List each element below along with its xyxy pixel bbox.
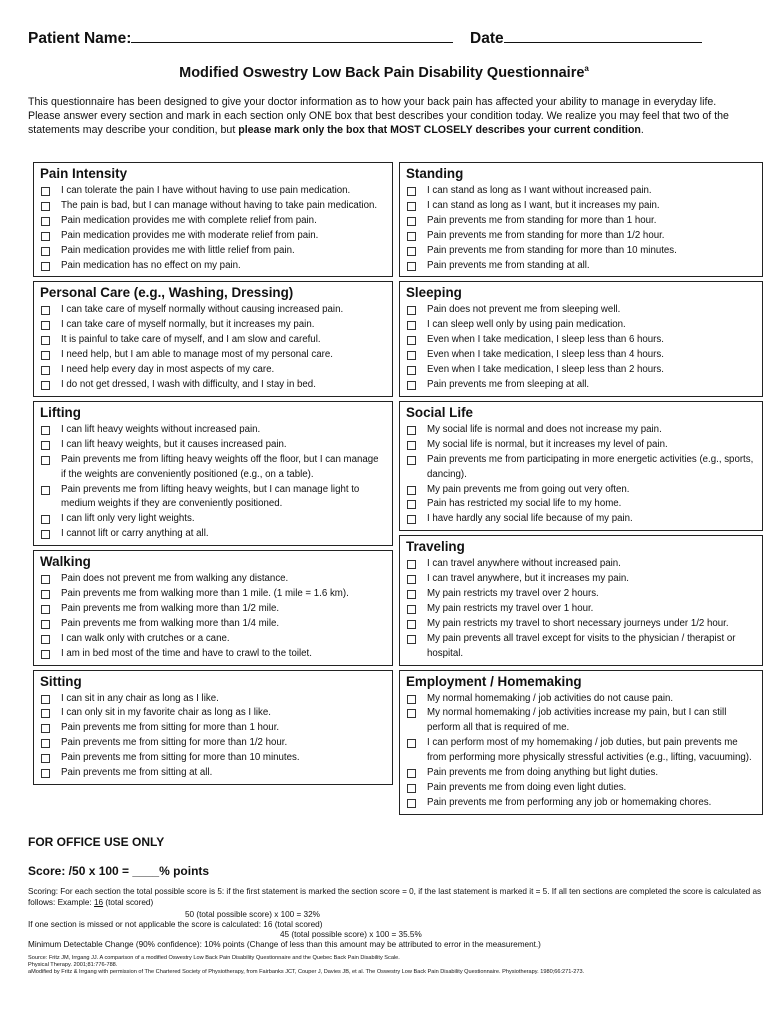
option-label: My pain restricts my travel over 2 hours.: [427, 588, 599, 600]
option-checkbox[interactable]: [407, 695, 416, 704]
option-row: [40, 333, 386, 348]
option-checkbox[interactable]: [41, 381, 50, 390]
option-checkbox[interactable]: [41, 709, 50, 718]
option-label: I can stand as long as I want without increased pain.: [427, 185, 652, 196]
option-checkbox[interactable]: [407, 202, 416, 211]
section-traveling: [399, 535, 763, 665]
option-label: I need help, but I am able to manage most of my personal care.: [61, 349, 333, 361]
option-row: [406, 303, 756, 318]
option-label: Pain prevents me from sitting for more than 1 hour.: [61, 722, 280, 734]
option-row: [406, 214, 756, 229]
option-label: I need help every day in most aspects of my care.: [61, 364, 275, 376]
section-personal-care-e-g-washing-dressing: [33, 281, 393, 396]
option-label: I am in bed most of the time and have to crawl to the toilet.: [61, 647, 312, 659]
option-label: Pain prevents me from participating in more energetic activities (e.g., sports, dancing).: [427, 453, 754, 480]
section-sitting: [33, 670, 393, 785]
score-line: Score: /50 x 100 = ____% points: [28, 864, 210, 878]
option-checkbox[interactable]: [41, 486, 50, 495]
option-label: Pain prevents me from lifting heavy weights, but I can manage light to medium weights if they are conveniently positioned.: [61, 483, 360, 510]
option-label: Pain medication provides me with moderate relief from pain.: [61, 229, 319, 241]
option-row: [406, 497, 756, 512]
option-checkbox[interactable]: [407, 321, 416, 330]
option-label: I have hardly any social life because of my pain.: [427, 513, 633, 525]
option-checkbox[interactable]: [407, 560, 416, 569]
option-row: [40, 184, 386, 199]
section-title: Social Life: [406, 404, 473, 420]
option-checkbox[interactable]: [407, 635, 416, 644]
option-row: [406, 706, 756, 736]
option-label: My normal homemaking / job activities do not cause pain.: [427, 692, 674, 704]
option-label: It is painful to take care of myself, and I am slow and careful.: [61, 334, 321, 346]
option-label: I can stand as long as I want, but it increases my pain.: [427, 199, 660, 211]
option-label: Even when I take medication, I sleep less than 2 hours.: [427, 364, 664, 376]
option-checkbox[interactable]: [407, 366, 416, 375]
option-label: Pain prevents me from lifting heavy weights off the floor, but I can manage if the weights are conveniently positioned (e.g., on a table).: [61, 453, 379, 480]
option-row: [40, 378, 386, 393]
option-row: [40, 527, 386, 542]
option-checkbox[interactable]: [41, 232, 50, 241]
option-checkbox[interactable]: [41, 724, 50, 733]
option-label: I can only sit in my favorite chair as long as I like.: [61, 707, 271, 719]
option-row: [40, 438, 386, 453]
option-label: My pain prevents all travel except for visits to the physician / therapist or hospital.: [427, 632, 736, 659]
option-row: [40, 318, 386, 333]
option-row: [40, 632, 386, 647]
section-social-life: [399, 401, 763, 531]
option-checkbox[interactable]: [41, 650, 50, 659]
option-label: Pain prevents me from standing for more than 1/2 hour.: [427, 229, 665, 241]
option-row: [406, 692, 756, 707]
option-label: Pain medication provides me with little relief from pain.: [61, 244, 295, 256]
minimum-detectable-change: Minimum Detectable Change (90% confidence): 10% points (Change of less than this amount may be attributed to error in the measurement.): [28, 940, 541, 949]
option-checkbox[interactable]: [407, 575, 416, 584]
option-label: Pain prevents me from standing for more than 1 hour.: [427, 214, 657, 226]
option-row: [40, 692, 386, 707]
option-checkbox[interactable]: [407, 739, 416, 748]
section-employment-homemaking: [399, 670, 763, 815]
option-row: [406, 363, 756, 378]
option-checkbox[interactable]: [41, 575, 50, 584]
section-title: Standing: [406, 166, 464, 181]
section-title: Sleeping: [406, 285, 462, 301]
option-label: I can travel anywhere without increased pain.: [427, 558, 621, 570]
option-checkbox[interactable]: [41, 456, 50, 465]
option-checkbox[interactable]: [41, 754, 50, 763]
option-row: [406, 766, 756, 781]
option-label: I can walk only with crutches or a cane.: [61, 632, 230, 644]
option-label: I can sleep well only by using pain medication.: [427, 319, 626, 331]
option-row: [40, 348, 386, 363]
option-row: [406, 348, 756, 363]
option-row: [406, 229, 756, 244]
option-label: Pain prevents me from sitting for more than 10 minutes.: [61, 752, 300, 764]
option-row: [40, 423, 386, 438]
option-row: [40, 766, 386, 781]
option-row: [406, 617, 756, 632]
option-row: [406, 423, 756, 438]
option-row: [40, 602, 386, 617]
option-label: Pain prevents me from sleeping at all.: [427, 378, 590, 390]
option-checkbox[interactable]: [407, 426, 416, 435]
option-row: [40, 453, 386, 483]
option-checkbox[interactable]: [407, 351, 416, 360]
option-row: [40, 229, 386, 244]
section-title: Pain Intensity: [40, 166, 128, 181]
option-checkbox[interactable]: [407, 769, 416, 778]
option-label: I can take care of myself normally without causing increased pain.: [61, 304, 344, 316]
option-row: [406, 781, 756, 796]
option-row: [406, 438, 756, 453]
option-row: [406, 184, 756, 199]
option-row: [40, 363, 386, 378]
option-row: [40, 572, 386, 587]
option-checkbox[interactable]: [407, 709, 416, 718]
option-label: My pain prevents me from going out very often.: [427, 483, 630, 495]
option-checkbox[interactable]: [41, 590, 50, 599]
option-label: I can take care of myself normally, but it increases my pain.: [61, 319, 315, 331]
option-checkbox[interactable]: [407, 232, 416, 241]
option-label: My social life is normal, but it increases my level of pain.: [427, 438, 668, 450]
option-label: Even when I take medication, I sleep less than 6 hours.: [427, 334, 664, 346]
option-label: I can tolerate the pain I have without having to use pain medication.: [61, 185, 351, 196]
option-checkbox[interactable]: [41, 247, 50, 256]
option-label: I can lift heavy weights without increased pain.: [61, 423, 261, 435]
option-label: Pain does not prevent me from sleeping well.: [427, 304, 621, 316]
option-label: Even when I take medication, I sleep less than 4 hours.: [427, 349, 664, 361]
date-label: Date: [470, 30, 504, 47]
option-row: [40, 751, 386, 766]
option-label: My normal homemaking / job activities increase my pain, but I can still perform all that is required of me.: [427, 707, 727, 734]
option-checkbox[interactable]: [407, 247, 416, 256]
section-title: Employment / Homemaking: [406, 673, 582, 689]
option-label: Pain prevents me from standing at all.: [427, 259, 590, 271]
option-label: I do not get dressed, I wash with difficulty, and I stay in bed.: [61, 378, 316, 390]
option-row: [406, 378, 756, 393]
option-row: [40, 647, 386, 662]
option-row: [40, 214, 386, 229]
option-label: Pain prevents me from walking more than 1/2 mile.: [61, 602, 280, 614]
left-column: [33, 162, 393, 789]
option-checkbox[interactable]: [407, 590, 416, 599]
option-checkbox[interactable]: [407, 456, 416, 465]
page-title: Modified Oswestry Low Back Pain Disability Questionnaire$^a$: [179, 64, 589, 81]
option-label: My pain restricts my travel to short necessary journeys under 1/2 hour.: [427, 617, 729, 629]
option-label: Pain prevents me from walking more than 1/4 mile.: [61, 617, 280, 629]
option-row: [406, 318, 756, 333]
option-row: [406, 587, 756, 602]
option-label: Pain prevents me from doing even light duties.: [427, 782, 627, 793]
option-checkbox[interactable]: [41, 530, 50, 539]
option-checkbox[interactable]: [41, 306, 50, 315]
option-row: [406, 333, 756, 348]
option-row: [406, 259, 756, 274]
option-row: [406, 244, 756, 259]
option-checkbox[interactable]: [41, 187, 50, 196]
option-label: Pain prevents me from standing for more than 10 minutes.: [427, 244, 677, 256]
option-label: Pain prevents me from performing any job or homemaking chores.: [427, 796, 712, 808]
option-checkbox[interactable]: [41, 441, 50, 450]
office-use-heading: FOR OFFICE USE ONLY: [28, 835, 165, 849]
option-checkbox[interactable]: [407, 784, 416, 793]
date-field[interactable]: [504, 28, 702, 43]
patient-header: [28, 28, 728, 48]
option-row: [406, 602, 756, 617]
option-label: I can sit in any chair as long as I like.: [61, 692, 219, 704]
option-row: [40, 259, 386, 274]
option-checkbox[interactable]: [41, 739, 50, 748]
option-label: My pain restricts my travel over 1 hour.: [427, 602, 594, 614]
option-label: I can lift only very light weights.: [61, 513, 195, 525]
option-row: [40, 736, 386, 751]
option-label: The pain is bad, but I can manage without having to take pain medication.: [61, 199, 378, 211]
option-row: [406, 557, 756, 572]
option-checkbox[interactable]: [407, 336, 416, 345]
option-row: [406, 199, 756, 214]
source-citation: Source: Fritz JM, Irrgang JJ. A comparison of a modified Oswestry Low Back Pain Disability Questionnaire and the Quebec Back Pain Disability Scale. Physical Therapy. 2001;81:776-788. aModified by Fritz & Irrgang with permission of The Chartered Society of Physiotherapy, from Fairbanks JCT, Couper J, Davies JB, et al. The Oswestry Low Back Pain Disability Questionnaire. Physiotherapy. 1980;66:271-273.: [28, 955, 585, 976]
option-checkbox[interactable]: [41, 605, 50, 614]
option-checkbox[interactable]: [41, 769, 50, 778]
right-column: [399, 162, 763, 819]
option-checkbox[interactable]: [407, 381, 416, 390]
section-walking: [33, 550, 393, 665]
option-row: [40, 587, 386, 602]
option-checkbox[interactable]: [41, 620, 50, 629]
option-label: Pain prevents me from sitting at all.: [61, 767, 213, 779]
option-label: I cannot lift or carry anything at all.: [61, 528, 209, 540]
option-checkbox[interactable]: [41, 635, 50, 644]
option-checkbox[interactable]: [407, 217, 416, 226]
option-label: My social life is normal and does not increase my pain.: [427, 423, 662, 435]
patient-name-label: Patient Name:: [28, 30, 132, 47]
missing-section-note: If one section is missed or not applicable the score is calculated: 16 (total scored): [28, 920, 323, 929]
option-checkbox[interactable]: [407, 515, 416, 524]
option-checkbox[interactable]: [407, 799, 416, 808]
option-label: I can travel anywhere, but it increases my pain.: [427, 573, 629, 585]
option-checkbox[interactable]: [407, 441, 416, 450]
section-title: Traveling: [406, 539, 465, 555]
example-two-denominator: 45 (total possible score) x 100 = 35.5%: [280, 930, 422, 939]
section-title: Lifting: [40, 404, 81, 420]
section-title: Sitting: [40, 673, 82, 689]
option-row: [40, 483, 386, 513]
option-label: Pain medication provides me with complete relief from pain.: [61, 214, 317, 226]
option-checkbox[interactable]: [41, 366, 50, 375]
option-checkbox[interactable]: [41, 515, 50, 524]
option-row: [40, 721, 386, 736]
option-label: Pain does not prevent me from walking any distance.: [61, 573, 289, 585]
intro-paragraph: This questionnaire has been designed to give your doctor information as to how your back pain has affected your ability to manage in everyday life. Please answer every section and mark in each section only ONE box that best describes your condition today. We realize you may feel that two of the statements may describe your condition, but please mark only the box that MOST CLOSELY describes your current condition.: [28, 96, 729, 136]
section-title: Walking: [40, 554, 91, 570]
option-checkbox[interactable]: [41, 262, 50, 271]
option-checkbox[interactable]: [41, 202, 50, 211]
patient-name-field[interactable]: [131, 28, 453, 43]
section-standing: [399, 162, 763, 277]
example-one-denominator: 50 (total possible score) x 100 = 32%: [185, 910, 320, 919]
option-row: [40, 244, 386, 259]
option-label: I can lift heavy weights, but it causes increased pain.: [61, 438, 287, 450]
option-row: [406, 512, 756, 527]
section-sleeping: [399, 281, 763, 396]
option-label: Pain has restricted my social life to my home.: [427, 498, 622, 510]
option-checkbox[interactable]: [407, 500, 416, 509]
option-label: Pain prevents me from walking more than 1 mile. (1 mile = 1.6 km).: [61, 588, 349, 600]
option-checkbox[interactable]: [41, 426, 50, 435]
option-checkbox[interactable]: [41, 321, 50, 330]
option-row: [406, 796, 756, 811]
section-pain-intensity: [33, 162, 393, 277]
option-label: Pain medication has no effect on my pain.: [61, 259, 241, 271]
option-checkbox[interactable]: [407, 486, 416, 495]
option-checkbox[interactable]: [41, 695, 50, 704]
section-lifting: [33, 401, 393, 546]
option-checkbox[interactable]: [407, 187, 416, 196]
option-label: I can perform most of my homemaking / job duties, but pain prevents me from performing more physically stressful activities (e.g., lifting, vacuuming).: [427, 737, 752, 764]
option-row: [406, 572, 756, 587]
option-checkbox[interactable]: [41, 351, 50, 360]
option-checkbox[interactable]: [407, 620, 416, 629]
option-row: [406, 453, 756, 483]
option-label: Pain prevents me from doing anything but light duties.: [427, 767, 659, 779]
option-row: [40, 512, 386, 527]
option-row: [40, 706, 386, 721]
scoring-instructions: Scoring: For each section the total possible score is 5: if the first statement is marked the section score = 0, if the last statement is marked it = 5. If all ten sections are completed the score is calculated as follows: Example: 16 (total scored): [28, 887, 762, 907]
option-row: [40, 199, 386, 214]
option-label: Pain prevents me from sitting for more than 1/2 hour.: [61, 737, 288, 749]
option-row: [406, 483, 756, 498]
option-row: [40, 617, 386, 632]
option-checkbox[interactable]: [41, 336, 50, 345]
option-row: [406, 736, 756, 766]
option-checkbox[interactable]: [407, 605, 416, 614]
option-checkbox[interactable]: [407, 306, 416, 315]
option-checkbox[interactable]: [407, 262, 416, 271]
option-row: [40, 303, 386, 318]
option-row: [406, 632, 756, 662]
section-title: Personal Care (e.g., Washing, Dressing): [40, 285, 294, 301]
option-checkbox[interactable]: [41, 217, 50, 226]
